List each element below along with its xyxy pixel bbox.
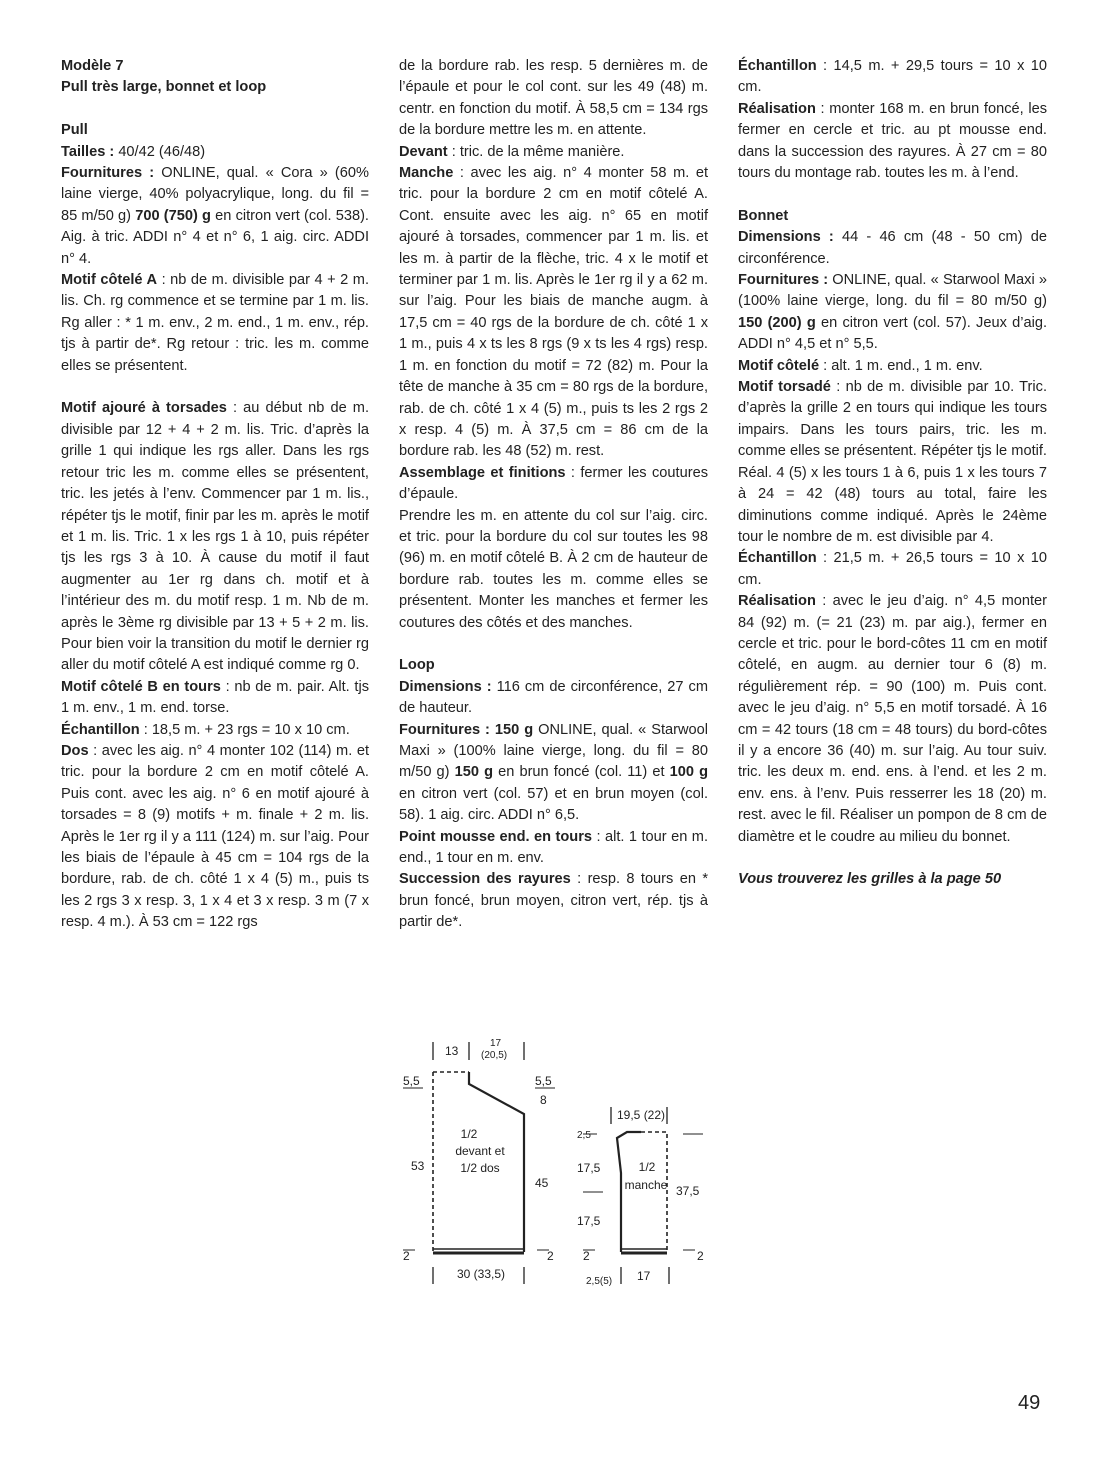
label-2-sleeve-right: 2 (697, 1249, 704, 1263)
body-label-1: 1/2 (460, 1127, 478, 1141)
loop-heading: Loop (399, 657, 435, 674)
column-3 (738, 56, 1047, 891)
label-8: 8 (540, 1093, 547, 1107)
succession-paragraph: Succession des rayures : resp. 8 tours en * brun foncé, brun moyen, citron vert, rép. tjs à partir de*. (399, 871, 708, 931)
echantillon-paragraph: Échantillon : 18,5 m. + 23 rgs = 10 x 10 cm. (61, 721, 350, 738)
bonnet-fournitures-paragraph: Fournitures : ONLINE, qual. « Starwool Maxi » (100% laine vierge, long. du fil = 80 m/50 g) 150 (200) g en citron vert (col. 57). Jeux d’aig. ADDI n° 4,5 et n° 5,5. (738, 272, 1047, 353)
pull-heading: Pull (61, 122, 88, 139)
bonnet-dimensions-paragraph: Dimensions : 44 - 46 cm (48 - 50 cm) de circonférence. (738, 229, 1047, 267)
label-5-5-left: 5,5 (403, 1074, 420, 1088)
loop-dimensions-paragraph: Dimensions : 116 cm de circonférence, 27 cm de hauteur. (399, 678, 708, 717)
label-37-5: 37,5 (676, 1184, 700, 1198)
model-title: Modèle 7 (61, 58, 124, 74)
label-2-left: 2 (403, 1249, 410, 1263)
model-subtitle: Pull très large, bonnet et loop (61, 79, 267, 96)
loop-echantillon-paragraph: Échantillon : 14,5 m. + 29,5 tours = 10 x 10 cm. (738, 58, 1047, 96)
motif-cotele-a-paragraph: Motif côtelé A : nb de m. divisible par 4 + 2 m. lis. Ch. rg commence et se termine par 1 m. lis. Rg aller : * 1 m. env., 2 m. end., 1 m. env., rép. tjs à partir de*. Rg retour : tric. les m. comme elles se présentent. (61, 272, 370, 374)
bonnet-heading: Bonnet (738, 207, 789, 224)
label-17: 17 (490, 1038, 502, 1049)
label-2-5: 2,5 (577, 1130, 591, 1141)
body-label-3: 1/2 dos (460, 1161, 500, 1175)
label-19-5-22: 19,5 (22) (617, 1108, 666, 1122)
fournitures-paragraph: Fournitures : ONLINE, qual. « Cora » (60% laine vierge, 40% polyacrylique, long. du fil = 85 m/50 g) 700 (750) g en citron vert (col. 538). Aig. à tric. ADDI n° 4 et n° 6, 1 aig. circ. ADDI n° 4. (61, 165, 369, 267)
label-20-5: (20,5) (481, 1050, 508, 1061)
measurement-schematics (385, 1030, 715, 1290)
label-53: 53 (411, 1159, 425, 1173)
manche-paragraph: Manche : avec les aig. n° 4 monter 58 m. et tric. pour la bordure 2 cm en motif côtelé A. Cont. ensuite avec les aig. n° 65 en motif ajouré à torsades, commencer par 1 m. lis. et les m. à partir de la flèche, tric. 4 x le motif et terminer par 1 m. lis. Après le 1er rg il y a 62 m. sur l’aig. Pour les biais de manche augm. à 17,5 cm = 40 rgs de la bordure de ch. côté 1 x 1 m., puis 4 x ts les 8 rgs (9 x ts les 4 rgs) resp. 1 m. en fonction du motif = 72 (82) m. Pour la tête de manche à 35 cm = 80 rgs de la bordure, rab. de ch. côté 1 x 4 (5) m., puis ts les 2 rgs 2 x resp. 4 (5) m. À 37,5 cm = 86 cm de la bordure rab. les 48 (52) m. rest. (399, 165, 708, 460)
point-mousse-paragraph: Point mousse end. en tours : alt. 1 tour en m. end., 1 tour en m. env. (399, 828, 708, 867)
label-17-5-top: 17,5 (577, 1161, 601, 1175)
label-13: 13 (445, 1044, 459, 1058)
motif-cotele-paragraph: Motif côtelé : alt. 1 m. end., 1 m. env. (738, 357, 983, 374)
page-number: 49 (1018, 1392, 1041, 1414)
tailles-paragraph: Tailles : 40/42 (46/48) (61, 143, 206, 160)
sleeve-label-1: 1/2 (638, 1160, 656, 1174)
devant-paragraph: Devant : tric. de la même manière. (399, 143, 625, 160)
label-2-right: 2 (547, 1249, 554, 1263)
motif-torsade-paragraph: Motif torsadé : nb de m. divisible par 10. Tric. d’après la grille 2 en tours qui indique les tours impairs. Dans les tours pairs, tric. les m. comme elles se présentent. Répéter tjs le motif. Réal. 4 (5) x les tours 1 à 6, puis 1 x les tours 7 à 24 = 42 (48) tours au total, faire les diminutions comme indiqué. Après le 24ème tour le nombre de m. est divisible par 4. (738, 379, 1047, 545)
motif-ajoure-paragraph: Motif ajouré à torsades : au début nb de m. divisible par 12 + 4 + 2 m. lis. Tric. d’après la grille 1 qui indique les rgs aller. Dans les rgs retour tric les m. comme elles se présentent, tric. les jetés à l’env. Commencer par 1 m. lis., répéter tjs le motif, finir par les m. après le motif et 1 m. lis. Tric. 1 x les rgs 1 à 10, puis répéter tjs les rgs 3 à 10. À cause du motif il faut augmenter au 1er rg dans ch. motif et à l’intérieur des m. du motif resp. 1 m. Nb de m. après le 3ème rg divisible par 13 + 5 + 2 m. lis. Pour bien voir la transition du motif le dernier rg aller du motif côtelé A est indiqué comme rg 0. (61, 400, 369, 674)
label-5-5-right: 5,5 (535, 1074, 552, 1088)
prendre-paragraph: Prendre les m. en attente du col sur l’aig. circ. et tric. pour la bordure du col sur toutes les 98 (96) m. en motif côtelé B. À 2 cm de hauteur de bordure rab. toutes les m. comme elles se présentent. Monter les manches et fermer les coutures des côtés et des manches. (399, 507, 708, 631)
label-45: 45 (535, 1176, 549, 1190)
dos-continued-paragraph: de la bordure rab. les resp. 5 dernières m. de l’épaule et pour le col cont. sur les 49 (48) m. centr. en fonction du motif. À 58,5 cm = 134 rgs de la bordure mettre les m. en attente. (399, 58, 708, 139)
sleeve-label-2: manche (624, 1178, 668, 1192)
label-2-sleeve-left: 2 (583, 1249, 590, 1263)
dos-paragraph: Dos : avec les aig. n° 4 monter 102 (114) m. et tric. pour la bordure 2 cm en motif côtelé A. Puis cont. avec les aig. n° 6 en motif ajouré à torsades = 8 (9) motifs + m. finale + 2 m. lis. Après le 1er rg il y a 111 (124) m. sur l’aig. Pour les biais de l’épaule à 45 cm = 104 rgs de la bordure, rab. de ch. côté 1 x 4 (5) m., puis ts les 2 rgs 3 x resp. 3, 1 x 4 et 3 x resp. 3 m (7 x resp. 4 m.). À 53 cm = 122 rgs (61, 742, 369, 931)
loop-fournitures-paragraph: Fournitures : 150 g ONLINE, qual. « Starwool Maxi » (100% laine vierge, long. du fil = 80 m/50 g) 150 g en brun foncé (col. 11) et 100 g en citron vert (col. 57) et en brun moyen (col. 58). 1 aig. circ. ADDI n° 6,5. (399, 721, 709, 824)
body-label-2: devant et (455, 1144, 505, 1158)
label-17-sleeve: 17 (637, 1269, 651, 1283)
assemblage-paragraph: Assemblage et finitions : fermer les coutures d’épaule. (399, 464, 708, 503)
bonnet-realisation-paragraph: Réalisation : avec le jeu d’aig. n° 4,5 monter 84 (92) m. (= 21 (23) m. par aig.), fermer en cercle et tric. pour le bord-côtes 11 cm en motif côtelé, en augm. au dernier tour 6 (8) m. régulièrement rép. = 90 (100) m. Puis cont. avec le jeu d’aig. n° 5,5 en motif torsadé. À 16 cm = 42 tours (18 cm = 48 tours) du bord-côtes il y a encore 36 (40) m. sur l’aig. Au tour suiv. tric. les deux m. end. ens. à l’end. et les 2 m. env. ens. à l’env. Puis resserrer les 18 (20) m. rest. avec le fil. Réaliser un pompon de 8 cm de diamètre et le coudre au milieu du bonnet. (738, 593, 1047, 845)
column-2 (399, 56, 708, 934)
label-2-5-5: 2,5(5) (586, 1276, 613, 1287)
loop-realisation-paragraph: Réalisation : monter 168 m. en brun foncé, les fermer en cercle et tric. au pt mousse end. dans la succession des rayures. À 27 cm = 80 tours du montage rab. toutes les m. à l’end. (738, 100, 1047, 182)
grilles-note: Vous trouverez les grilles à la page 50 (738, 871, 1002, 888)
label-17-5-bottom: 17,5 (577, 1214, 601, 1228)
label-30-33-5: 30 (33,5) (457, 1267, 506, 1281)
motif-cotele-b-paragraph: Motif côtelé B en tours : nb de m. pair. Alt. tjs 1 m. env., 1 m. end. torse. (61, 678, 369, 717)
bonnet-echantillon-paragraph: Échantillon : 21,5 m. + 26,5 tours = 10 x 10 cm. (738, 550, 1047, 588)
column-1 (61, 56, 369, 934)
